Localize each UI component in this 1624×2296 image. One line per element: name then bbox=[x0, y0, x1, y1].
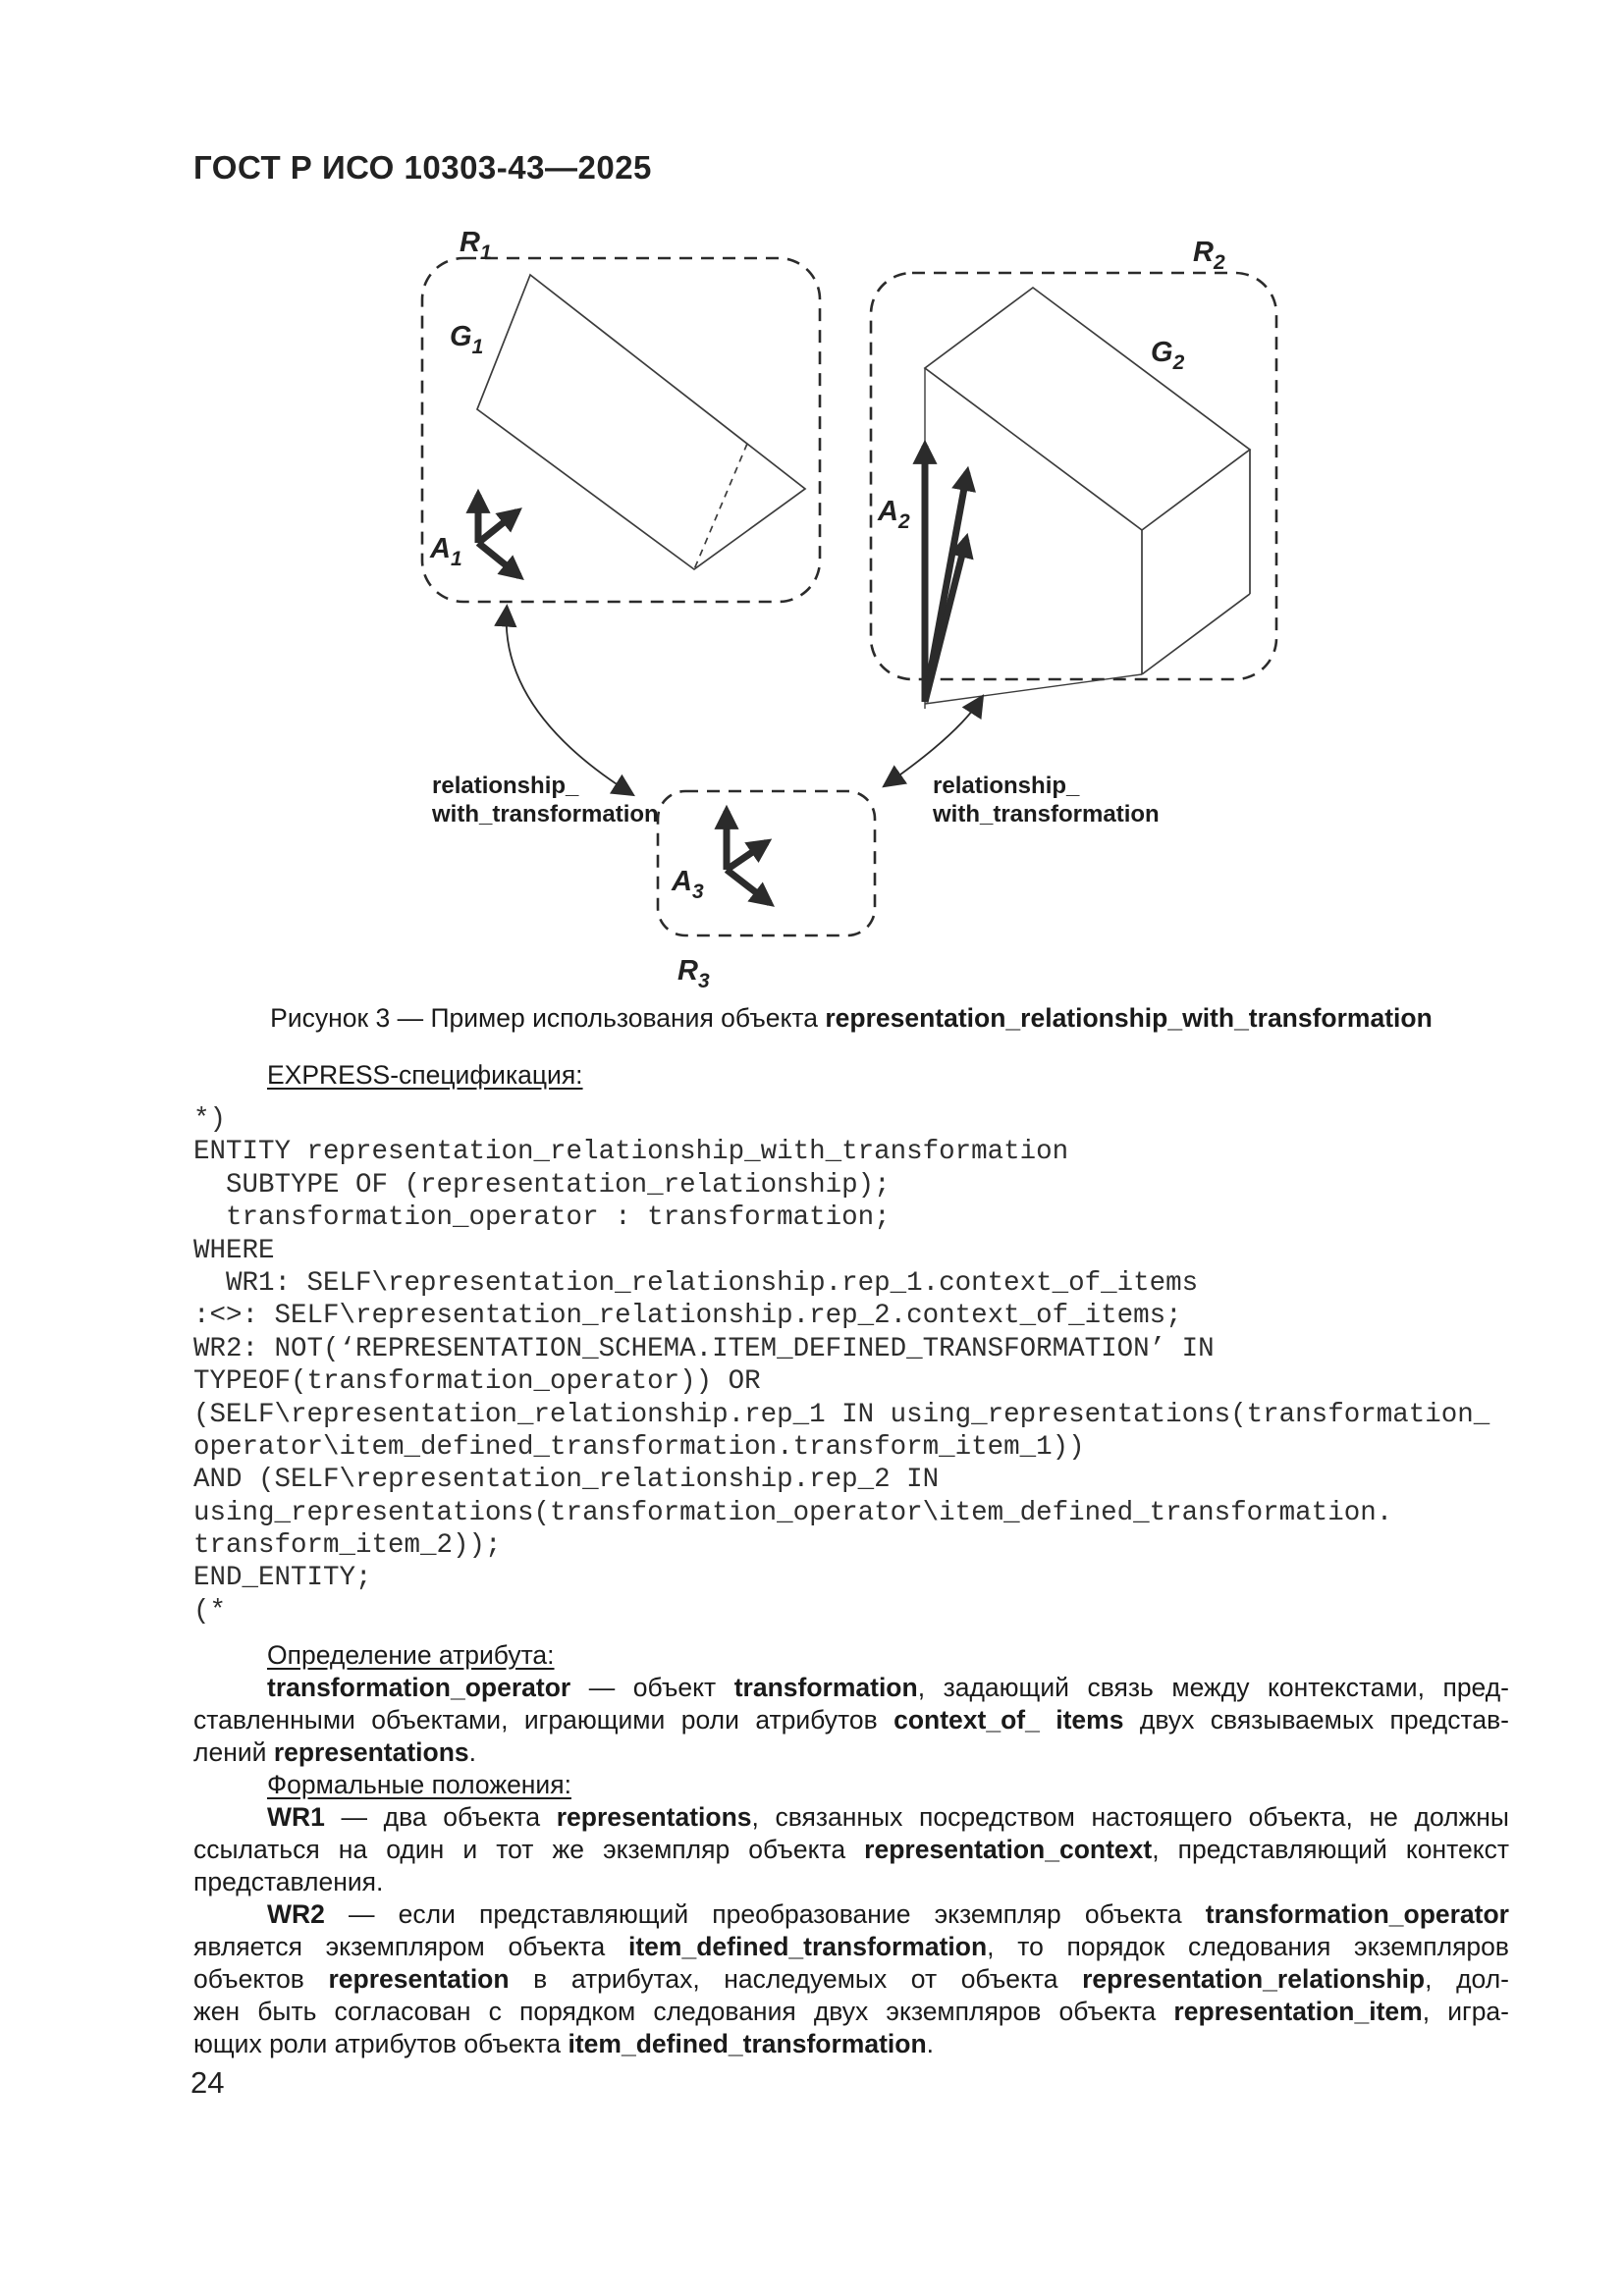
right-relationship-arrow bbox=[887, 699, 981, 784]
section-heading: Формальные положения: bbox=[267, 1770, 571, 1799]
a1-axes bbox=[478, 495, 519, 576]
body-line: WR2 — если представляющий преобразование экземпляр объекта transformation_operator bbox=[267, 1899, 1509, 1929]
r3-label: $R_3$ bbox=[677, 955, 710, 992]
code-line: SUBTYPE OF (representation_relationship); bbox=[193, 1169, 891, 1201]
body-line: лений representations. bbox=[193, 1737, 477, 1767]
page-number: 24 bbox=[190, 2065, 225, 2100]
code-line: (* bbox=[193, 1595, 227, 1627]
code-line: *) bbox=[193, 1104, 227, 1135]
code-line: WR1: SELF\representation_relationship.rep_1.context_of_items bbox=[193, 1267, 1199, 1299]
express-specification-heading: EXPRESS-спецификация: bbox=[267, 1060, 583, 1090]
code-line: WHERE bbox=[193, 1235, 275, 1266]
code-line: transform_item_2)); bbox=[193, 1530, 502, 1562]
body-line: WR1 — два объекта representations, связанных посредством настоящего объекта, не должны bbox=[267, 1802, 1509, 1832]
a3-axes bbox=[727, 811, 770, 903]
body-line: является экземпляром объекта item_defined_transformation, то порядок следования экземпляров bbox=[193, 1932, 1509, 1961]
a1-label: $A_1$ bbox=[430, 533, 462, 570]
code-line: (SELF\representation_relationship.rep_1 IN using_representations(transformation_ bbox=[193, 1399, 1490, 1430]
code-line: WR2: NOT(‘REPRESENTATION_SCHEMA.ITEM_DEFINED_TRANSFORMATION’ IN bbox=[193, 1333, 1215, 1364]
figure-3-diagram bbox=[0, 196, 1624, 1001]
figure-3 bbox=[0, 196, 1624, 1001]
code-line: END_ENTITY; bbox=[193, 1563, 372, 1594]
left-relationship-arrow bbox=[507, 610, 630, 793]
code-line: TYPEOF(transformation_operator)) OR bbox=[193, 1366, 761, 1398]
body-line: объектов representation в атрибутах, наследуемых от объекта representation_relationship, дол- bbox=[193, 1964, 1509, 1994]
svg-text:with_transformation: with_transformation bbox=[432, 801, 659, 828]
svg-text:relationship_: relationship_ bbox=[432, 773, 579, 799]
body-line: ставленными объектами, играющими роли атрибутов context_of_ items двух связываемых представ- bbox=[193, 1705, 1509, 1735]
code-line: AND (SELF\representation_relationship.rep_2 IN bbox=[193, 1465, 940, 1496]
code-line: transformation_operator : transformation; bbox=[193, 1202, 891, 1234]
right-relationship-label bbox=[932, 773, 1160, 828]
r3-representation-box bbox=[658, 791, 875, 935]
a3-label: $A_3$ bbox=[672, 866, 704, 903]
g1-prism-shape bbox=[477, 275, 805, 569]
r2-label: $R_2$ bbox=[1193, 237, 1225, 274]
figure-caption-prefix: Рисунок 3 — Пример использования объекта bbox=[270, 1003, 826, 1033]
code-line: :<>: SELF\representation_relationship.rep_2.context_of_items; bbox=[193, 1301, 1182, 1332]
svg-text:relationship_: relationship_ bbox=[933, 773, 1080, 799]
code-line: operator\item_defined_transformation.transform_item_1)) bbox=[193, 1431, 1085, 1463]
body-line: представления. bbox=[193, 1867, 384, 1896]
body-line: ющих роли атрибутов объекта item_defined_transformation. bbox=[193, 2029, 935, 2058]
body-text-block bbox=[193, 1639, 1509, 2060]
section-heading: Определение атрибута: bbox=[267, 1640, 555, 1670]
a2-axes bbox=[925, 446, 969, 702]
svg-text:with_transformation: with_transformation bbox=[933, 801, 1160, 828]
code-line: using_representations(transformation_operator\item_defined_transformation. bbox=[193, 1497, 1393, 1528]
figure-caption bbox=[193, 1003, 1509, 1034]
figure-caption-entity: representation_relationship_with_transformation bbox=[825, 1003, 1433, 1033]
g2-box-shape bbox=[925, 288, 1250, 709]
g2-label: $G_2$ bbox=[1151, 337, 1185, 374]
a2-label: $A_2$ bbox=[878, 496, 910, 533]
left-relationship-label bbox=[431, 773, 659, 828]
body-line: жен быть согласован с порядком следования двух экземпляров объекта representation_item, игра- bbox=[193, 1997, 1509, 2026]
body-line: transformation_operator — объект transformation, задающий связь между контекстами, пред- bbox=[267, 1673, 1509, 1702]
g1-label: $G_1$ bbox=[450, 321, 484, 358]
express-code-block bbox=[193, 1103, 1568, 1628]
body-line: ссылаться на один и тот же экземпляр объекта representation_context, представляющий контекст bbox=[193, 1835, 1509, 1864]
code-line: ENTITY representation_relationship_with_transformation bbox=[193, 1137, 1069, 1168]
r1-label: $R_1$ bbox=[460, 227, 492, 264]
document-header: ГОСТ Р ИСО 10303-43—2025 bbox=[193, 149, 652, 186]
